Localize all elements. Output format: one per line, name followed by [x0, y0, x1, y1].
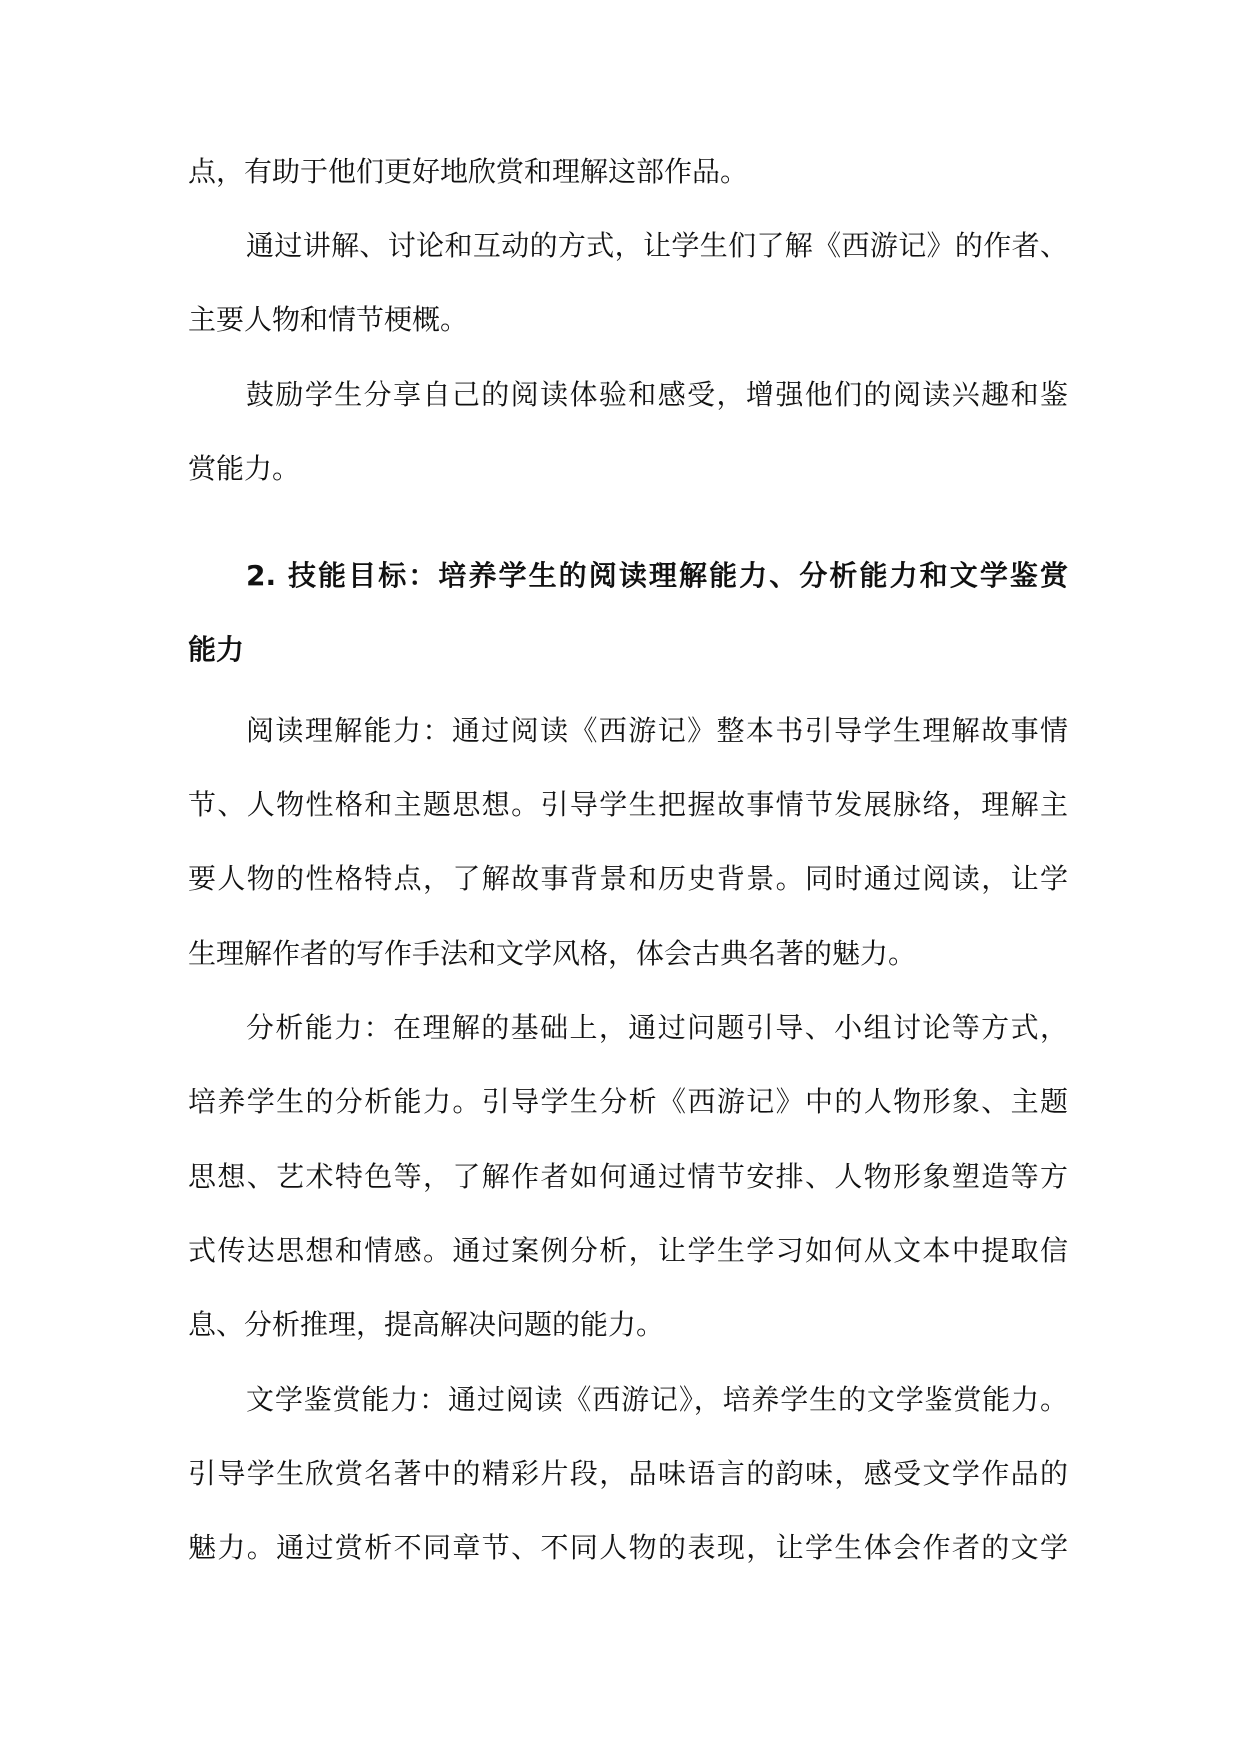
paragraph-line: 节、人物性格和主题思想。引导学生把握故事情节发展脉络，理解主	[188, 788, 1068, 821]
paragraph-line: 主要人物和情节梗概。	[188, 303, 469, 336]
paragraph-line: 生理解作者的写作手法和文学风格，体会古典名著的魅力。	[188, 937, 917, 970]
paragraph-line: 式传达思想和情感。通过案例分析，让学生学习如何从文本中提取信	[188, 1234, 1068, 1267]
paragraph-line: 息、分析推理，提高解决问题的能力。	[188, 1308, 665, 1341]
paragraph-line: 通过讲解、讨论和互动的方式，让学生们了解《西游记》的作者、	[246, 229, 1068, 262]
paragraph-line: 引导学生欣赏名著中的精彩片段，品味语言的韵味，感受文学作品的	[188, 1457, 1068, 1490]
paragraph-line: 点，有助于他们更好地欣赏和理解这部作品。	[188, 155, 749, 188]
paragraph-line: 要人物的性格特点，了解故事背景和历史背景。同时通过阅读，让学	[188, 862, 1068, 895]
paragraph-line: 分析能力：在理解的基础上，通过问题引导、小组讨论等方式，	[246, 1011, 1068, 1044]
paragraph-line: 赏能力。	[188, 452, 301, 485]
paragraph-line: 培养学生的分析能力。引导学生分析《西游记》中的人物形象、主题	[188, 1085, 1068, 1118]
paragraph-line: 阅读理解能力：通过阅读《西游记》整本书引导学生理解故事情	[246, 714, 1068, 747]
paragraph-line: 思想、艺术特色等，了解作者如何通过情节安排、人物形象塑造等方	[188, 1160, 1068, 1193]
section-heading: 能力	[188, 633, 245, 666]
paragraph-line: 鼓励学生分享自己的阅读体验和感受，增强他们的阅读兴趣和鉴	[246, 378, 1068, 411]
paragraph-line: 文学鉴赏能力：通过阅读《西游记》，培养学生的文学鉴赏能力。	[246, 1383, 1068, 1416]
section-heading: 2. 技能目标：培养学生的阅读理解能力、分析能力和文学鉴赏	[246, 559, 1068, 592]
paragraph-line: 魅力。通过赏析不同章节、不同人物的表现，让学生体会作者的文学	[188, 1531, 1068, 1564]
